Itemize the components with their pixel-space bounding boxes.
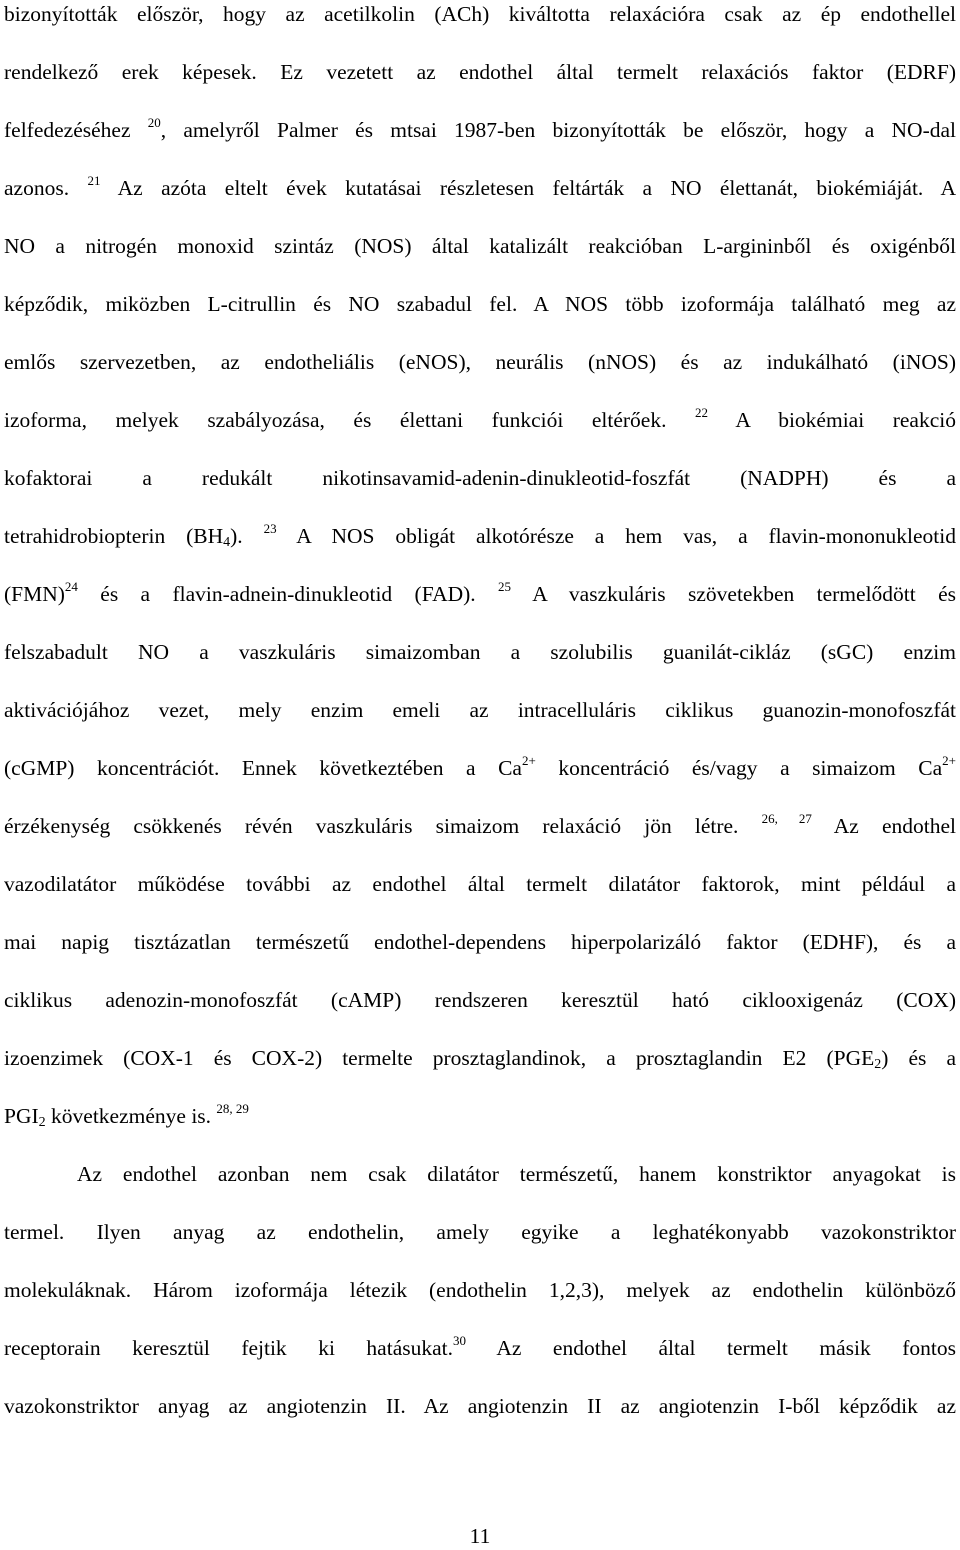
text-line-11: (FMN)$^{24}$ és a flavin-adnein-dinukleotid (FAD). $^{25}$ A vaszkuláris szövetekben termelődött és (4, 579, 957, 606)
text-line-10: tetrahidrobiopterin $(BH_4)$. $^{23}$ A NOS obligát alkotórésze a hem vas, a flavin-mononukleotid (4, 521, 956, 550)
superscript: 2+ (942, 753, 956, 768)
citation-ref: 25 (498, 579, 512, 594)
text-line-1: bizonyították először, hogy az acetilkolin (ACh) kiváltotta relaxációra csak az ép endothellel (4, 2, 956, 26)
text-line-14: (cGMP) koncentrációt. Ennek következtében a $Ca^{2+}$ koncentráció és/vagy a simaizom $Ca^{2+}$ (4, 753, 956, 780)
citation-ref: 24 (64, 579, 78, 594)
text-line-13: aktivációjához vezet, mely enzim emeli az intracelluláris ciklikus guanozin-monofoszfát (4, 698, 956, 722)
citation-ref: 28, 29 (216, 1101, 249, 1116)
text-line-9: kofaktorai a redukált nikotinsavamid-adenin-dinukleotid-foszfát (NADPH) és a (4, 466, 956, 490)
text-line-20: $PGI_2$ következménye is. $^{28, 29}$ (4, 1101, 249, 1130)
text-line-24: receptorain keresztül fejtik ki hatásukat.$^{30}$ Az endothel által termelt másik fontos (4, 1333, 957, 1360)
superscript: 2+ (521, 753, 536, 768)
citation-ref: 20 (147, 115, 161, 130)
subscript: 2 (38, 1115, 46, 1130)
text-line-7: emlős szervezetben, az endotheliális (eNOS), neurális (nNOS) és az indukálható (iNOS) (4, 350, 956, 374)
text-line-16: vazodilatátor működése további az endothel által termelt dilatátor faktorok, mint például a (4, 872, 956, 896)
citation-ref: 30 (453, 1333, 467, 1348)
text-line-18: ciklikus adenozin-monofoszfát (cAMP) rendszeren keresztül ható ciklooxigenáz (COX) (4, 988, 956, 1012)
text-line-6: képződik, miközben L-citrullin és NO szabadul fel. A NOS több izoformája található meg az (4, 292, 956, 316)
text-line-12: felszabadult NO a vaszkuláris simaizomban a szolubilis guanilát-cikláz (sGC) enzim (4, 640, 956, 664)
text-line-15: érzékenység csökkenés révén vaszkuláris simaizom relaxáció jön létre. $^{26, 27}$ Az endothel (4, 811, 957, 838)
citation-ref: 23 (263, 521, 277, 536)
text-line-22: termel. Ilyen anyag az endothelin, amely egyike a leghatékonyabb vazokonstriktor (4, 1220, 956, 1244)
text-line-19: izoenzimek (COX-1 és COX-2) termelte prosztaglandinok, a prosztaglandin E2 $(PGE_2)$ és a (4, 1046, 956, 1072)
text-line-8: izoforma, melyek szabályozása, és élettani funkciói eltérőek. $^{22}$ A biokémiai reakció (4, 405, 956, 432)
text-line-2: rendelkező erek képesek. Ez vezetett az endothel által termelt relaxációs faktor (EDRF) (4, 60, 956, 84)
citation-ref: 21 (87, 173, 101, 188)
subscript: 4 (223, 535, 231, 550)
citation-ref: 22 (695, 405, 708, 420)
text-line-25: vazokonstriktor anyag az angiotenzin II. Az angiotenzin II az angiotenzin I-ből képződik az (4, 1394, 956, 1418)
page-number: 11 (469, 1524, 491, 1548)
text-line-3: felfedezéséhez $^{20}$, amelyről Palmer és mtsai 1987-ben bizonyították be először, hogy a NO-dal (4, 115, 956, 142)
text-line-21: Az endothel azonban nem csak dilatátor természetű, hanem konstriktor anyagokat is (77, 1162, 956, 1186)
citation-ref: 26, 27 (761, 811, 812, 826)
text-line-17: mai napig tisztázatlan természetű endothel-dependens hiperpolarizáló faktor (EDHF), és a (4, 930, 956, 954)
text-line-23: molekuláknak. Három izoformája létezik (endothelin 1,2,3), melyek az endothelin különböző (4, 1278, 956, 1302)
text-line-4: azonos. $^{21}$ Az azóta eltelt évek kutatásai részletesen feltárták a NO élettanát, biokémiáját. A (4, 173, 956, 200)
text-line-5: NO a nitrogén monoxid szintáz (NOS) által katalizált reakcióban L-argininből és oxigénből (4, 234, 956, 258)
subscript: 2 (874, 1057, 882, 1072)
